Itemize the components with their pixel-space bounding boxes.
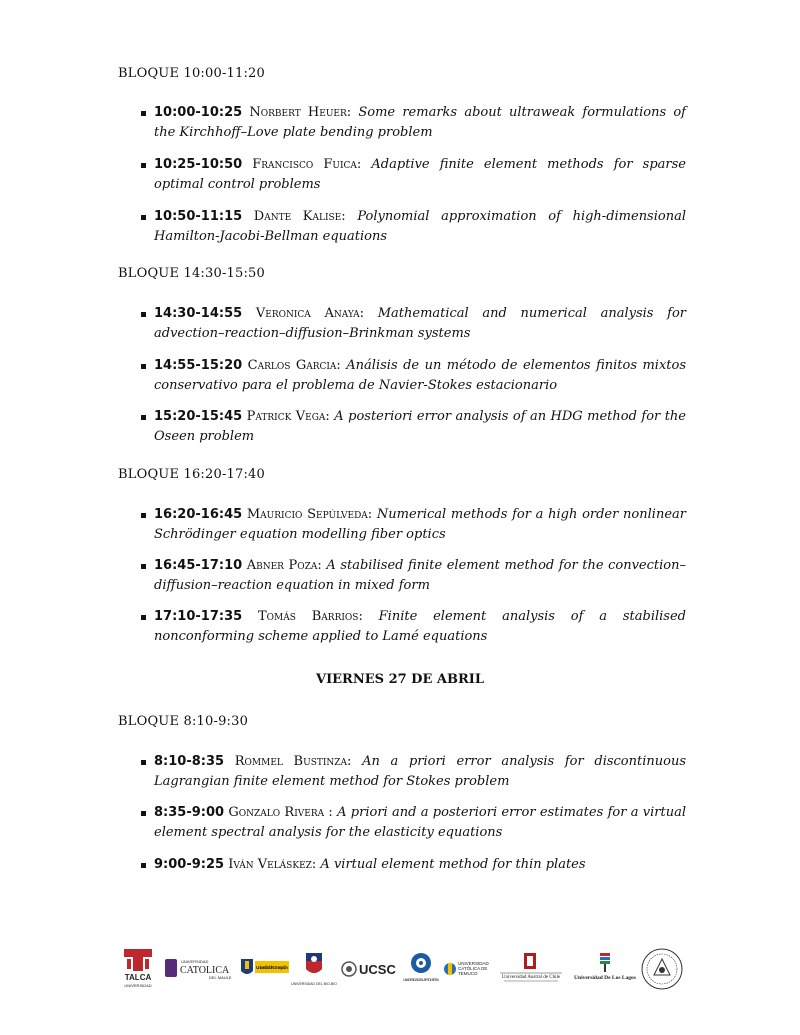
ucsc-logo-text: UCSC	[359, 962, 396, 977]
talk-item	[141, 103, 686, 143]
talk-speaker: Norbert Heuer:	[249, 105, 352, 120]
talk-title: Análisis de un método de elementos finitos mixtos conservativo para el problema de Navier-Stokes estacionario	[154, 358, 686, 393]
talk-time: 9:00-9:25	[154, 857, 225, 872]
temuco-logo	[442, 947, 498, 991]
talk-item	[141, 855, 686, 875]
catolica-maule-logo	[163, 947, 233, 991]
talk-title: A priori and a posteriori error estimates for a virtual element spectral analysis for the elasticity equations	[154, 805, 686, 840]
concepcion-logo	[238, 947, 290, 991]
talk-item	[141, 155, 686, 195]
talk-item	[141, 304, 686, 344]
block-heading: BLOQUE 14:30-15:50	[118, 266, 265, 281]
loslagos-logo	[570, 947, 640, 991]
talk-speaker: Veronica Anaya:	[255, 306, 365, 321]
talk-speaker: Tomás Barrios:	[257, 609, 363, 624]
bullet	[141, 564, 146, 569]
talk-time: 14:30-14:55	[154, 306, 243, 321]
talk-title: Numerical methods for a high order nonlinear Schrödinger equation modelling fiber optics	[154, 507, 686, 542]
talk-title: A stabilised finite element method for the convection–diffusion–reaction equation in mixed form	[154, 558, 686, 593]
biobio-logo-text: UNIVERSIDAD DEL BIO-BIO	[291, 982, 337, 986]
talk-speaker: Rommel Bustinza:	[234, 754, 352, 769]
frontera-logo	[402, 947, 440, 991]
university-seal-logo	[640, 947, 684, 991]
bullet	[141, 811, 146, 816]
talca-logo-text: TALCA	[124, 973, 152, 982]
talk-speaker: Abner Poza:	[246, 558, 322, 573]
talk-title: A virtual element method for thin plates	[320, 857, 586, 872]
talk-time: 16:45-17:10	[154, 558, 243, 573]
talca-logo	[118, 947, 158, 991]
talk-speaker: Carlos Garcia:	[247, 358, 341, 373]
talk-time: 17:10-17:35	[154, 609, 243, 624]
bullet	[141, 863, 146, 868]
talk-time: 10:00-10:25	[154, 105, 243, 120]
talk-title: Mathematical and numerical analysis for advection–reaction–diffusion–Brinkman systems	[154, 306, 686, 341]
bullet	[141, 513, 146, 518]
bullet	[141, 415, 146, 420]
bullet	[141, 111, 146, 116]
talk-time: 8:35-9:00	[154, 805, 225, 820]
frontera-logo-text: UNIVERSIDAD DE LA FRONTERA	[403, 978, 439, 982]
talk-time: 10:25-10:50	[154, 157, 243, 172]
bullet	[141, 312, 146, 317]
bullet	[141, 215, 146, 220]
talk-title: Finite element analysis of a stabilised nonconforming scheme applied to Lamé equations	[154, 609, 686, 644]
talk-item	[141, 407, 686, 447]
talk-title: Polynomial approximation of high-dimensional Hamilton-Jacobi-Bellman equations	[154, 209, 686, 244]
talk-time: 8:10-8:35	[154, 754, 225, 769]
talk-item	[141, 607, 686, 647]
bullet	[141, 163, 146, 168]
loslagos-logo-text: Universidad De Los Lagos	[574, 975, 636, 981]
talk-time: 15:20-15:45	[154, 409, 243, 424]
day-heading: VIERNES 27 DE ABRIL	[315, 672, 484, 687]
talk-speaker: Gonzalo Rivera :	[228, 805, 333, 820]
catolica-logo-main: CATOLICA	[180, 965, 230, 976]
talk-item	[141, 752, 686, 792]
talk-title: Adaptive finite element methods for sparse optimal control problems	[154, 157, 686, 192]
talk-speaker: Mauricio Sepúlveda:	[246, 507, 373, 522]
talk-time: 16:20-16:45	[154, 507, 243, 522]
talk-speaker: Patrick Vega:	[246, 409, 330, 424]
block-heading: BLOQUE 16:20-17:40	[118, 467, 265, 482]
talk-item	[141, 505, 686, 545]
catolica-logo-top: UNIVERSIDAD	[181, 959, 209, 964]
talk-title: An a priori error analysis for discontinuous Lagrangian finite element method for Stokes problem	[154, 754, 687, 789]
talk-speaker: Francisco Fuica:	[252, 157, 362, 172]
talk-time: 10:50-11:15	[154, 209, 243, 224]
talk-item	[141, 556, 686, 596]
biobio-logo	[290, 947, 338, 991]
talk-item	[141, 356, 686, 396]
talk-time: 14:55-15:20	[154, 358, 243, 373]
talk-title: Some remarks about ultraweak formulations of the Kirchhoff–Love plate bending problem	[154, 105, 686, 140]
bullet	[141, 615, 146, 620]
austral-logo-text: Universidad Austral de Chile	[501, 975, 561, 980]
talca-logo-subtext: UNIVERSIDAD	[124, 983, 152, 988]
sponsor-logos	[118, 947, 684, 991]
ucsc-logo	[340, 947, 400, 991]
bullet	[141, 364, 146, 369]
bullet	[141, 760, 146, 765]
austral-logo	[496, 947, 566, 991]
talk-speaker: Iván Veláskez:	[228, 857, 317, 872]
talk-item	[141, 803, 686, 843]
temuco-logo-text: UNIVERSIDAD CATÓLICA DE TEMUCO	[458, 961, 489, 976]
concepcion-logo-text: Universidad de Concepción	[256, 965, 288, 970]
block-heading: BLOQUE 8:10-9:30	[118, 714, 249, 729]
talk-title: A posteriori error analysis of an HDG method for the Oseen problem	[154, 409, 686, 444]
talk-speaker: Dante Kalise:	[253, 209, 346, 224]
block-heading: BLOQUE 10:00-11:20	[118, 66, 265, 81]
talk-item	[141, 207, 686, 247]
catolica-logo-sub: DEL MAULE	[209, 975, 232, 980]
